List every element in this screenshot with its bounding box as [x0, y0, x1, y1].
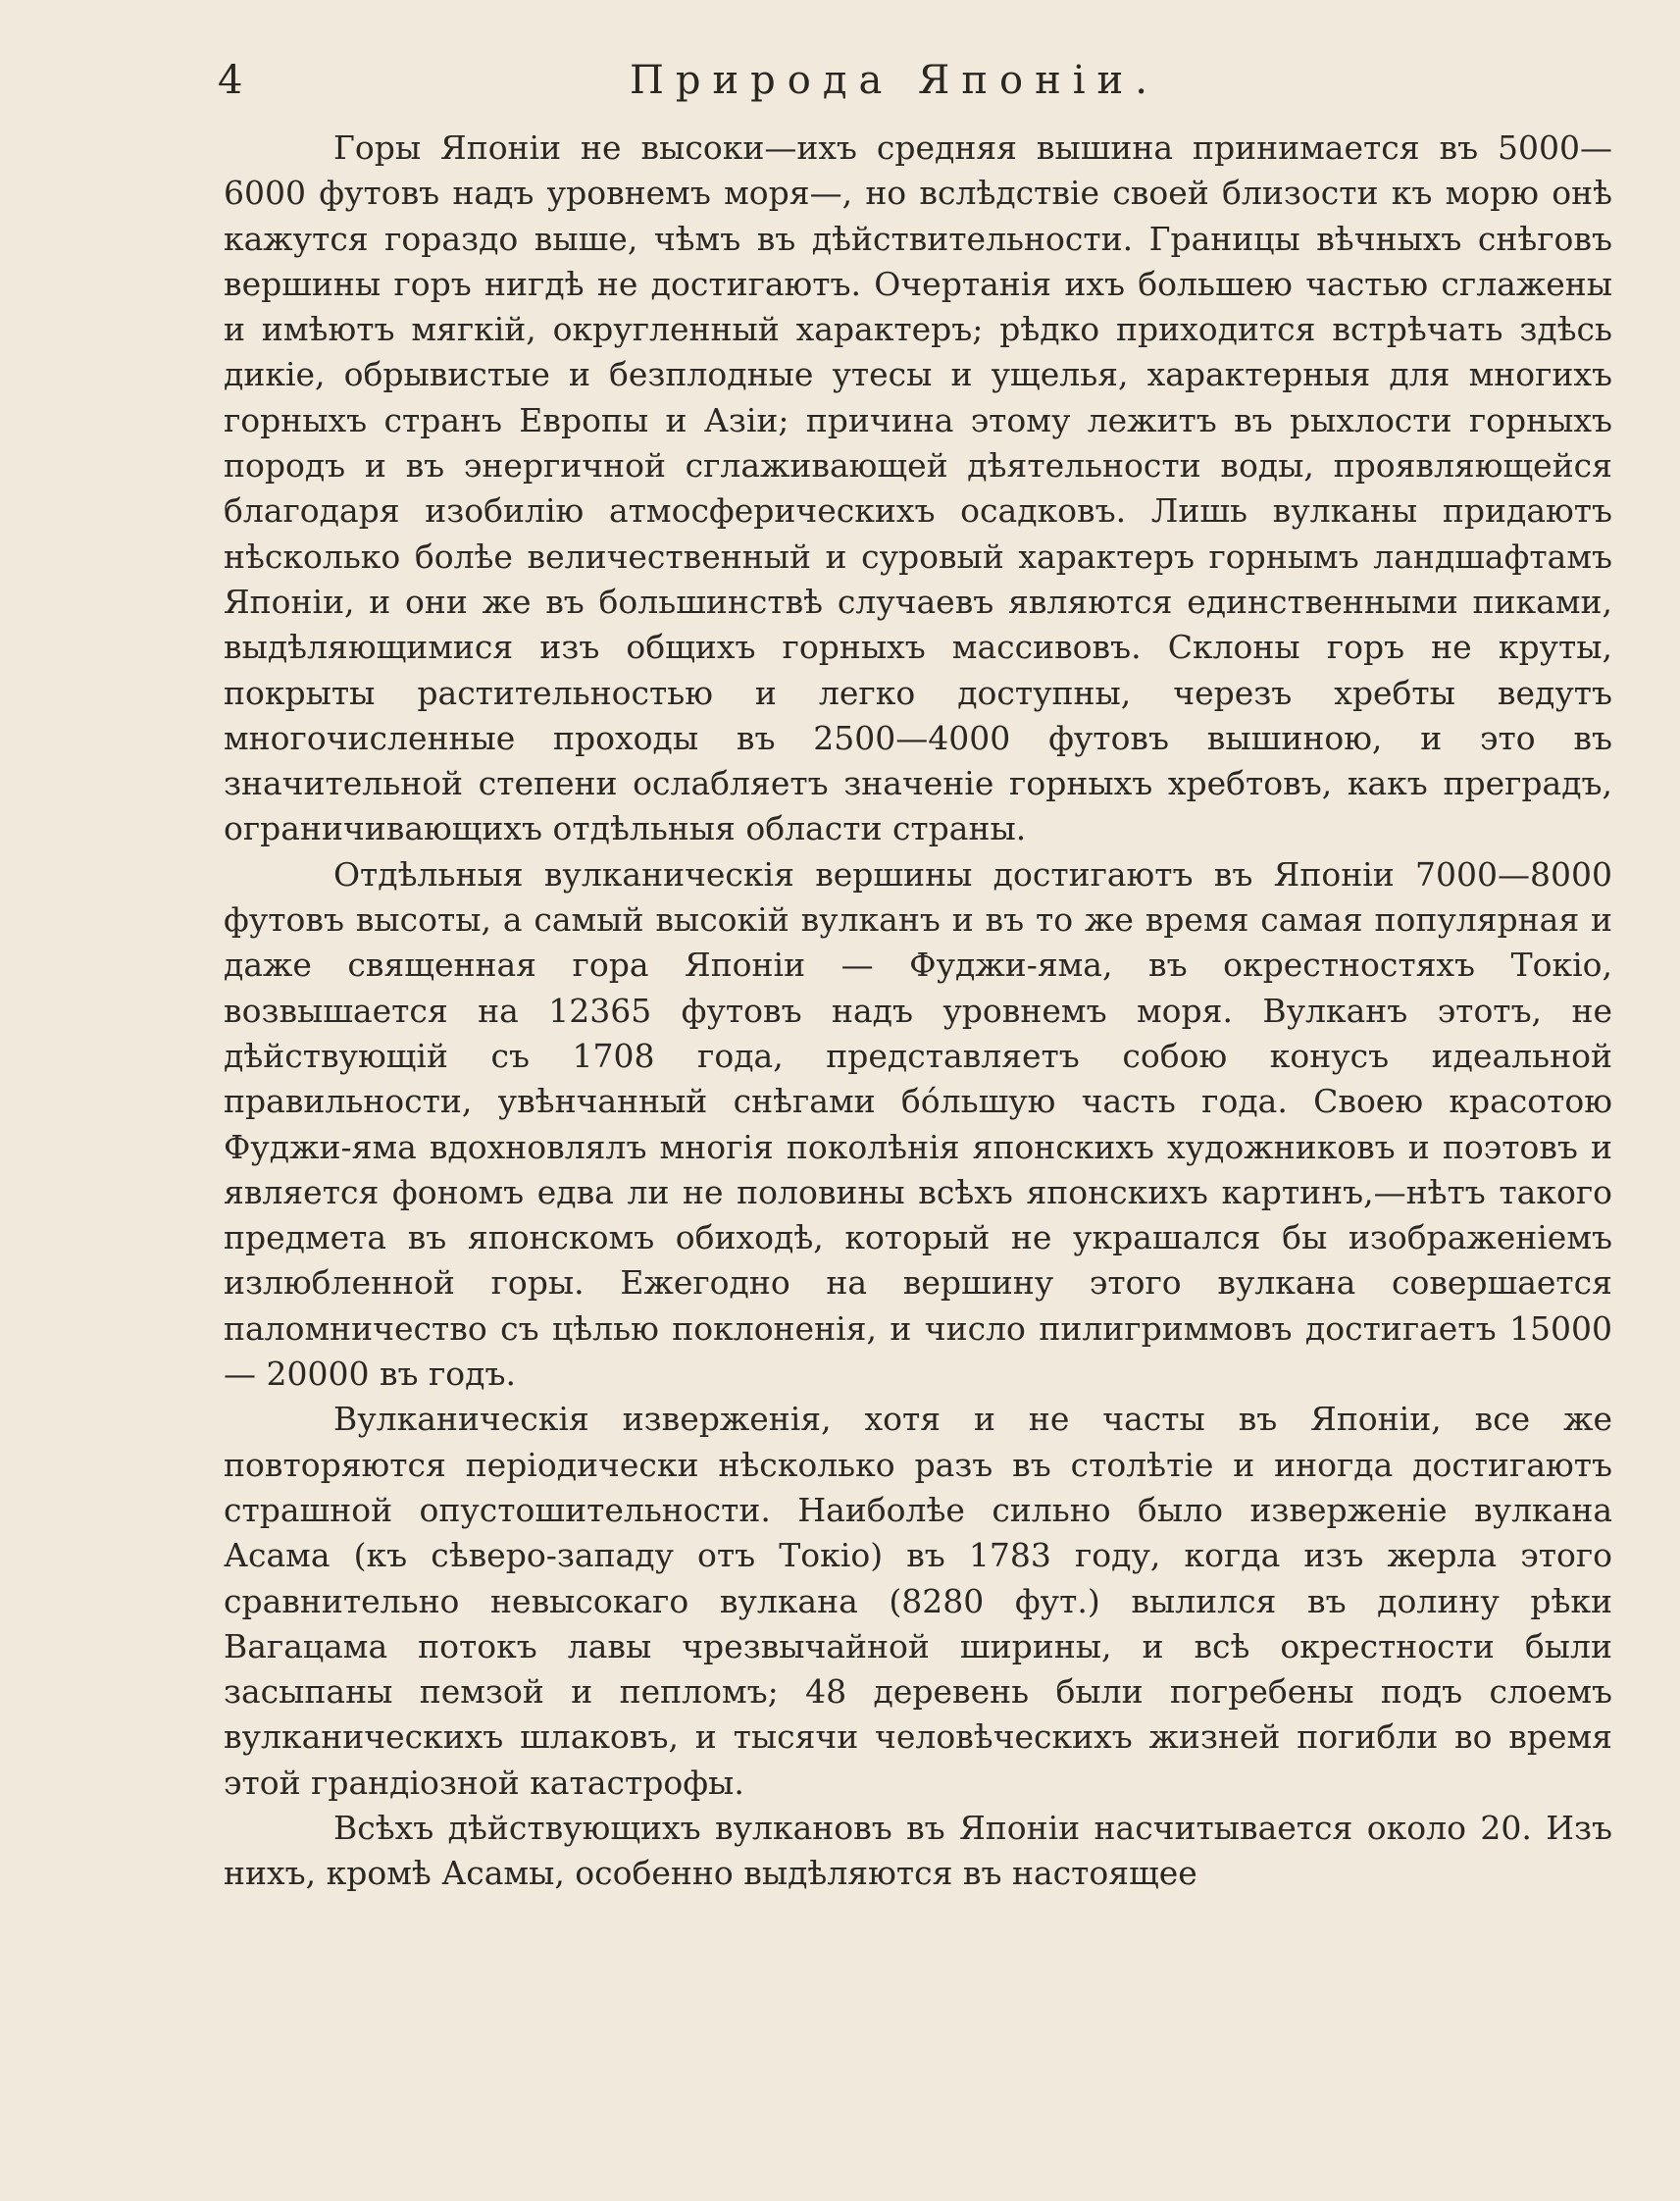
- running-title: Природа Японіи.: [630, 58, 1159, 103]
- body-text: [224, 126, 1612, 1897]
- paragraph-active-volcanoes: Всѣхъ дѣйствующихъ вулкановъ въ Японіи насчитывается около 20. Изъ нихъ, кромѣ Асамы, особенно выдѣляются въ настоящее: [224, 1808, 1612, 1893]
- paragraph-eruptions: Вулканическія изверженія, хотя и не часты въ Японіи, все же повторяются періодически нѣсколько разъ въ столѣтіе и иногда достигаютъ страшной опустошительности. Наиболѣе сильно было изверженіе вулкана Асама (къ сѣверо-западу отъ Токіо) въ 1783 году, когда изъ жерла этого сравнительно невысокаго вулкана (8280 фут.) вылился въ долину рѣки Вагацама потокъ лавы чрезвычайной ширины, и всѣ окрестности были засыпаны пемзой и пепломъ; 48 деревень были погребены подъ слоемъ вулканическихъ шлаковъ, и тысячи человѣческихъ жизней погибли во время этой грандіозной катастрофы.: [224, 1400, 1612, 1802]
- running-head: [218, 51, 1610, 110]
- paragraph-volcanic-peaks: Отдѣльныя вулканическія вершины достигаютъ въ Японіи 7000—8000 футовъ высоты, а самый высокій вулканъ и въ то же время самая популярная и даже священная гора Японіи — Фуджи-яма, въ окрестностяхъ Токіо, возвышается на 12365 футовъ надъ уровнемъ моря. Вулканъ этотъ, не дѣйствующій съ 1708 года, представляетъ собою конусъ идеальной правильности, увѣнчанный снѣгами бóльшую часть года. Своею красотою Фуджи-яма вдохновлялъ многія поколѣнія японскихъ художниковъ и поэтовъ и является фономъ едва ли не половины всѣхъ японскихъ картинъ,—нѣтъ такого предмета въ японскомъ обиходѣ, который не украшался бы изображеніемъ излюбленной горы. Ежегодно на вершину этого вулкана совершается паломничество съ цѣлью поклоненія, и число пилигриммовъ достигаетъ 15000 — 20000 въ годъ.: [224, 854, 1612, 1394]
- page-number: 4: [218, 58, 243, 103]
- paragraph-mountains: Горы Японіи не высоки—ихъ средняя вышина принимается въ 5000—6000 футовъ надъ уровнемъ моря—, но вслѣдствіе своей близости къ морю онѣ кажутся гораздо выше, чѣмъ въ дѣйствительности. Границы вѣчныхъ снѣговъ вершины горъ нигдѣ не достигаютъ. Очертанія ихъ большею частью сглажены и имѣютъ мягкій, округленный характеръ; рѣдко приходится встрѣчать здѣсь дикіе, обрывистые и безплодные утесы и ущелья, характерныя для многихъ горныхъ странъ Европы и Азіи; причина этому лежитъ въ рыхлости горныхъ породъ и въ энергичной сглаживающей дѣятельности воды, проявляющейся благодаря изобилію атмосферическихъ осадковъ. Лишь вулканы придаютъ нѣсколько болѣе величественный и суровый характеръ горнымъ ландшафтамъ Японіи, и они же въ большинствѣ случаевъ являются единственными пиками, выдѣляющимися изъ общихъ горныхъ массивовъ. Склоны горъ не круты, покрыты растительностью и легко доступны, черезъ хребты ведутъ многочисленные проходы въ 2500—4000 футовъ вышиною, и это въ значительной степени ослабляетъ значеніе горныхъ хребтовъ, какъ преградъ, ограничивающихъ отдѣльныя области страны.: [224, 128, 1612, 848]
